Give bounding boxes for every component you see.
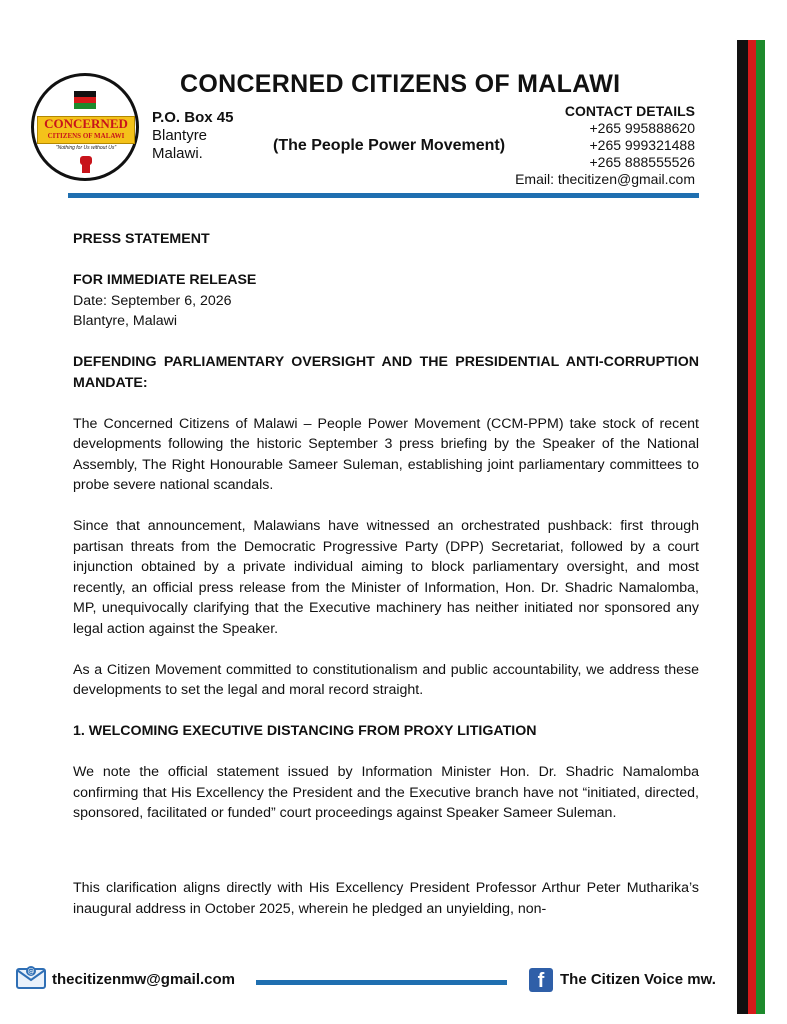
- footer-email[interactable]: thecitizenmw@gmail.com: [52, 971, 235, 988]
- logo-motto: "Nothing for Us without Us": [55, 145, 117, 151]
- organization-logo: [31, 73, 139, 181]
- press-statement-label: PRESS STATEMENT: [73, 231, 210, 247]
- footer: [0, 962, 787, 998]
- malawi-flag-icon: [74, 91, 96, 109]
- paragraph: The Concerned Citizens of Malawi – People Power Movement (CCM-PPM) take stock of recent developments following the historic September 3 press briefing by the Speaker of the National Assembly, The Right Honourable Sameer Suleman, establishing joint parliamentary committees to probe severe national scandals.: [73, 415, 699, 493]
- stripe-green: [756, 40, 765, 1014]
- address-line: P.O. Box 45: [152, 109, 234, 126]
- press-statement-body: [73, 229, 699, 844]
- contact-email: Email: thecitizen@gmail.com: [515, 171, 695, 187]
- statement-headline: DEFENDING PARLIAMENTARY OVERSIGHT AND THE PRESIDENTIAL ANTI-CORRUPTION MANDATE:: [73, 354, 699, 391]
- phone-number: +265 995888620: [589, 120, 695, 136]
- logo-text-main: CONCERNED: [44, 116, 128, 131]
- facebook-icon: f: [529, 968, 553, 992]
- logo-banner: [37, 116, 135, 144]
- contact-heading: CONTACT DETAILS: [564, 103, 695, 119]
- statement-date: Date: September 6, 2026: [73, 292, 232, 309]
- footer-facebook[interactable]: The Citizen Voice mw.: [560, 971, 716, 988]
- contact-details: [515, 103, 695, 188]
- phone-number: +265 999321488: [589, 137, 695, 153]
- stripe-black: [737, 40, 748, 1014]
- phone-number: +265 888555526: [589, 154, 695, 170]
- paragraph: Since that announcement, Malawians have witnessed an orchestrated pushback: first through partisan threats from the Democratic Progressive Party (DPP) Secretariat, followed by a court injunction obtained by a private individual aiming to block parliamentary oversight, and most recently, an official press release from the Minister of Information, Hon. Dr. Shadric Namalomba, MP, unequivocally clarifying that the Executive machinery has neither initiated nor sponsored any legal action against the Speaker.: [73, 518, 699, 637]
- movement-name: (The People Power Movement): [273, 137, 506, 154]
- raised-fist-icon: [77, 153, 95, 173]
- paragraph: We note the official statement issued by Information Minister Hon. Dr. Shadric Namalomba confirming that His Excellency the President and the Executive branch have not “initiated, directed, sponsored, facilitated or funded” court proceedings against Speaker Sameer Suleman.: [73, 764, 699, 821]
- paragraph: As a Citizen Movement committed to constitutionalism and public accountability, we address these developments to set the legal and moral record straight.: [73, 661, 699, 698]
- logo-text-sub: CITIZENS OF MALAWI: [47, 132, 125, 140]
- release-label: FOR IMMEDIATE RELEASE: [73, 272, 257, 288]
- footer-divider: [256, 980, 507, 985]
- email-icon: [16, 965, 46, 989]
- section-heading: 1. WELCOMING EXECUTIVE DISTANCING FROM PROXY LITIGATION: [73, 723, 537, 739]
- paragraph-continued: This clarification aligns directly with His Excellency President Professor Arthur Peter Mutharika’s inaugural address in October 2025, wherein he pledged an unyielding, non-: [73, 880, 699, 917]
- statement-place: Blantyre, Malawi: [73, 313, 178, 329]
- svg-text:@: @: [27, 967, 35, 976]
- address-line: Malawi.: [152, 145, 203, 162]
- stripe-red: [748, 40, 756, 1014]
- organization-title: CONCERNED CITIZENS OF MALAWI: [180, 70, 621, 98]
- header-divider: [68, 193, 699, 198]
- postal-address: [152, 109, 233, 163]
- address-line: Blantyre: [152, 127, 208, 144]
